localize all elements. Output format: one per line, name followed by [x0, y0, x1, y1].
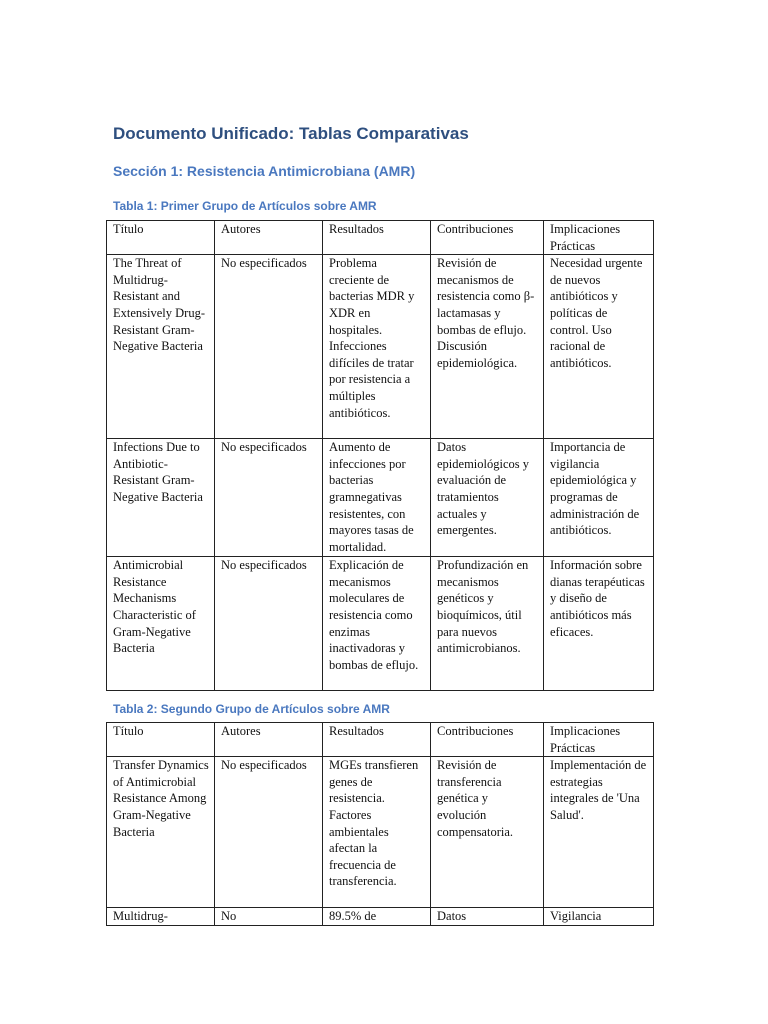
- cell-results: Aumento de infecciones por bacterias gramnegativas resistentes, con mayores tasas de mortalidad.: [323, 439, 431, 557]
- cell-contributions: Profundización en mecanismos genéticos y bioquímicos, útil para nuevos antimicrobianos.: [431, 557, 544, 691]
- table2-header-title: Título: [107, 723, 215, 757]
- table1-header-row: [107, 221, 654, 255]
- table-row: [107, 757, 654, 908]
- cell-title: The Threat of Multidrug-Resistant and Extensively Drug-Resistant Gram-Negative Bacteria: [107, 255, 215, 439]
- cell-authors: No: [215, 908, 323, 926]
- cell-title: Multidrug-: [107, 908, 215, 926]
- cell-results: Explicación de mecanismos moleculares de resistencia como enzimas inactivadoras y bombas de eflujo.: [323, 557, 431, 691]
- cell-title: Infections Due to Antibiotic-Resistant Gram-Negative Bacteria: [107, 439, 215, 557]
- table-row: [107, 908, 654, 926]
- table-row: [107, 557, 654, 691]
- table2-header-results: Resultados: [323, 723, 431, 757]
- table2-header-implications: Implicaciones Prácticas: [544, 723, 654, 757]
- table1-header-authors: Autores: [215, 221, 323, 255]
- table-row: [107, 439, 654, 557]
- cell-authors: No especificados: [215, 439, 323, 557]
- cell-contributions: Datos epidemiológicos y evaluación de tratamientos actuales y emergentes.: [431, 439, 544, 557]
- cell-implications: Necesidad urgente de nuevos antibióticos y políticas de control. Uso racional de antibióticos.: [544, 255, 654, 439]
- cell-contributions: Revisión de transferencia genética y evolución compensatoria.: [431, 757, 544, 908]
- cell-authors: No especificados: [215, 557, 323, 691]
- cell-title: Transfer Dynamics of Antimicrobial Resistance Among Gram-Negative Bacteria: [107, 757, 215, 908]
- table2-header-authors: Autores: [215, 723, 323, 757]
- table1-header-contributions: Contribuciones: [431, 221, 544, 255]
- cell-contributions: Datos: [431, 908, 544, 926]
- table2: [106, 722, 654, 926]
- table1-header-title: Título: [107, 221, 215, 255]
- cell-authors: No especificados: [215, 255, 323, 439]
- cell-implications: Implementación de estrategias integrales de 'Una Salud'.: [544, 757, 654, 908]
- cell-results: Problema creciente de bacterias MDR y XDR en hospitales. Infecciones difíciles de tratar por resistencia a múltiples antibióticos.: [323, 255, 431, 439]
- cell-contributions: Revisión de mecanismos de resistencia como β-lactamasas y bombas de eflujo. Discusión epidemiológica.: [431, 255, 544, 439]
- cell-implications: Vigilancia: [544, 908, 654, 926]
- table2-header-row: [107, 723, 654, 757]
- document-title: Documento Unificado: Tablas Comparativas: [113, 124, 469, 143]
- cell-implications: Información sobre dianas terapéuticas y diseño de antibióticos más eficaces.: [544, 557, 654, 691]
- table-row: [107, 255, 654, 439]
- cell-results: MGEs transfieren genes de resistencia. Factores ambientales afectan la frecuencia de transferencia.: [323, 757, 431, 908]
- table1-header-implications: Implicaciones Prácticas: [544, 221, 654, 255]
- table2-header-contributions: Contribuciones: [431, 723, 544, 757]
- cell-title: Antimicrobial Resistance Mechanisms Characteristic of Gram-Negative Bacteria: [107, 557, 215, 691]
- cell-results: 89.5% de: [323, 908, 431, 926]
- table1-header-results: Resultados: [323, 221, 431, 255]
- cell-authors: No especificados: [215, 757, 323, 908]
- section-title: Sección 1: Resistencia Antimicrobiana (AMR): [113, 163, 416, 179]
- cell-implications: Importancia de vigilancia epidemiológica y programas de administración de antibióticos.: [544, 439, 654, 557]
- table1-caption: Tabla 1: Primer Grupo de Artículos sobre AMR: [113, 199, 377, 213]
- table2-caption: Tabla 2: Segundo Grupo de Artículos sobre AMR: [113, 702, 390, 716]
- table1: [106, 220, 654, 691]
